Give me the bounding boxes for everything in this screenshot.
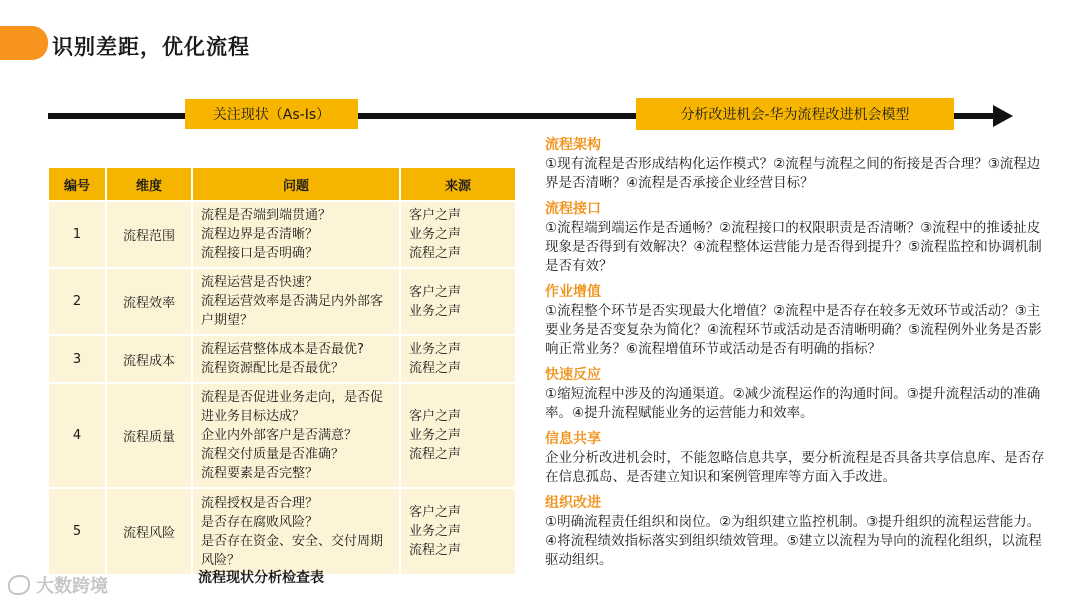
row-dimension: 流程效率 <box>107 269 191 334</box>
section-heading: 流程接口 <box>545 201 601 217</box>
watermark <box>8 572 108 598</box>
header-source: 来源 <box>401 168 515 200</box>
row-number: 1 <box>49 202 105 267</box>
row-issues <box>193 202 399 267</box>
issue-line: 企业内外部客户是否满意？ <box>201 428 358 443</box>
section-heading: 快速反应 <box>545 367 601 383</box>
table-row <box>49 489 515 574</box>
section-heading: 信息共享 <box>545 431 601 447</box>
section-fast-response <box>545 365 1045 423</box>
as-is-label: 关注现状（As-Is） <box>185 99 358 129</box>
source-line: 流程之声 <box>409 447 462 462</box>
issue-line: 流程是否促进业务走向，是否促进业务目标达成？ <box>201 390 384 424</box>
row-dimension: 流程范围 <box>107 202 191 267</box>
issue-line: 流程授权是否合理？ <box>201 495 319 511</box>
source-line: 业务之声 <box>409 303 462 319</box>
row-sources <box>401 384 515 487</box>
row-sources <box>401 489 515 574</box>
section-architecture <box>545 135 1045 193</box>
row-dimension: 流程成本 <box>107 336 191 382</box>
brand-logo-icon <box>8 575 30 595</box>
source-line: 流程之声 <box>409 361 462 376</box>
header-num: 编号 <box>49 168 105 200</box>
source-line: 业务之声 <box>409 227 462 242</box>
row-number: 5 <box>49 489 105 574</box>
section-body: ①缩短流程中涉及的沟通渠道。②减少流程运作的沟通时间。③提升流程活动的准确率。④提升流程赋能业务的运营能力和效率。 <box>545 386 1041 421</box>
issue-line: 流程运营整体成本是否最优? <box>201 342 364 357</box>
section-value-add <box>545 282 1045 359</box>
source-line: 客户之声 <box>409 505 462 520</box>
row-dimension: 流程风险 <box>107 489 191 574</box>
source-line: 客户之声 <box>409 284 462 300</box>
improvement-sections <box>545 135 1045 576</box>
section-heading: 组织改进 <box>545 495 601 511</box>
row-issues <box>193 384 399 487</box>
source-line: 业务之声 <box>409 428 462 443</box>
issue-line: 流程是否端到端贯通？ <box>201 208 332 223</box>
issue-line: 流程交付质量是否准确？ <box>201 447 345 462</box>
issue-line: 流程要素是否完整？ <box>201 466 319 481</box>
source-line: 客户之声 <box>409 208 462 223</box>
issue-line: 是否存在腐败风险？ <box>201 514 319 530</box>
source-line: 流程之声 <box>409 543 462 558</box>
row-issues <box>193 269 399 334</box>
table-row <box>49 202 515 267</box>
header-dimension: 维度 <box>107 168 191 200</box>
page-title: 识别差距，优化流程 <box>52 35 250 59</box>
row-issues <box>193 336 399 382</box>
section-body: ①流程整个环节是否实现最大化增值？②流程中是否存在较多无效环节或活动？③主要业务是否变复杂为简化？④流程环节或活动是否清晰明确？⑤流程例外业务是否影响正常业务？⑥流程增值环节或活动是否有明确的指标？ <box>545 303 1042 357</box>
header-issue: 问题 <box>193 168 399 200</box>
section-interface <box>545 199 1045 276</box>
table-header-row <box>49 168 515 200</box>
table-caption: 流程现状分析检查表 <box>198 570 324 586</box>
issue-line: 流程运营效率是否满足内外部客户期望？ <box>201 294 384 328</box>
issue-line: 流程边界是否清晰？ <box>201 227 319 242</box>
section-heading: 作业增值 <box>545 284 601 300</box>
table-row <box>49 336 515 382</box>
source-line: 业务之声 <box>409 524 462 539</box>
watermark-text: 大数跨境 <box>36 576 108 597</box>
issue-line: 是否存在资金、安全、交付周期风险？ <box>201 533 384 568</box>
section-org-improvement <box>545 493 1045 570</box>
source-line: 流程之声 <box>409 246 462 261</box>
section-body: ①明确流程责任组织和岗位。②为组织建立监控机制。③提升组织的流程运营能力。④将流程绩效指标落实到组织绩效管理。⑤建立以流程为导向的流程化组织，以流程驱动组织。 <box>545 514 1042 568</box>
section-body: ①流程端到端运作是否通畅？②流程接口的权限职责是否清晰？③流程中的推诿扯皮现象是否得到有效解决？④流程整体运营能力是否得到提升？⑤流程监控和协调机制是否有效？ <box>545 220 1042 274</box>
table-row <box>49 269 515 334</box>
section-info-sharing <box>545 429 1045 487</box>
row-number: 3 <box>49 336 105 382</box>
issue-line: 流程运营是否快速？ <box>201 275 319 290</box>
row-number: 4 <box>49 384 105 487</box>
source-line: 客户之声 <box>409 409 462 424</box>
section-body: 企业分析改进机会时，不能忽略信息共享，要分析流程是否具备共享信息库、是否存在信息孤岛、是否建立知识和案例管理库等方面入手改进。 <box>545 450 1045 485</box>
issue-line: 流程接口是否明确？ <box>201 246 319 261</box>
row-issues <box>193 489 399 574</box>
section-body: ①现有流程是否形成结构化运作模式？②流程与流程之间的衔接是否合理？③流程边界是否清晰？④流程是否承接企业经营目标？ <box>545 156 1041 191</box>
status-check-table <box>47 166 517 576</box>
improvement-model-label: 分析改进机会-华为流程改进机会模型 <box>636 98 954 130</box>
row-sources <box>401 336 515 382</box>
row-sources <box>401 269 515 334</box>
row-dimension: 流程质量 <box>107 384 191 487</box>
row-sources <box>401 202 515 267</box>
source-line: 业务之声 <box>409 342 462 357</box>
issue-line: 流程资源配比是否最优？ <box>201 361 345 376</box>
timeline-arrow-icon <box>993 105 1013 127</box>
title-accent-tab <box>0 26 48 60</box>
row-number: 2 <box>49 269 105 334</box>
table-row <box>49 384 515 487</box>
section-heading: 流程架构 <box>545 137 601 153</box>
